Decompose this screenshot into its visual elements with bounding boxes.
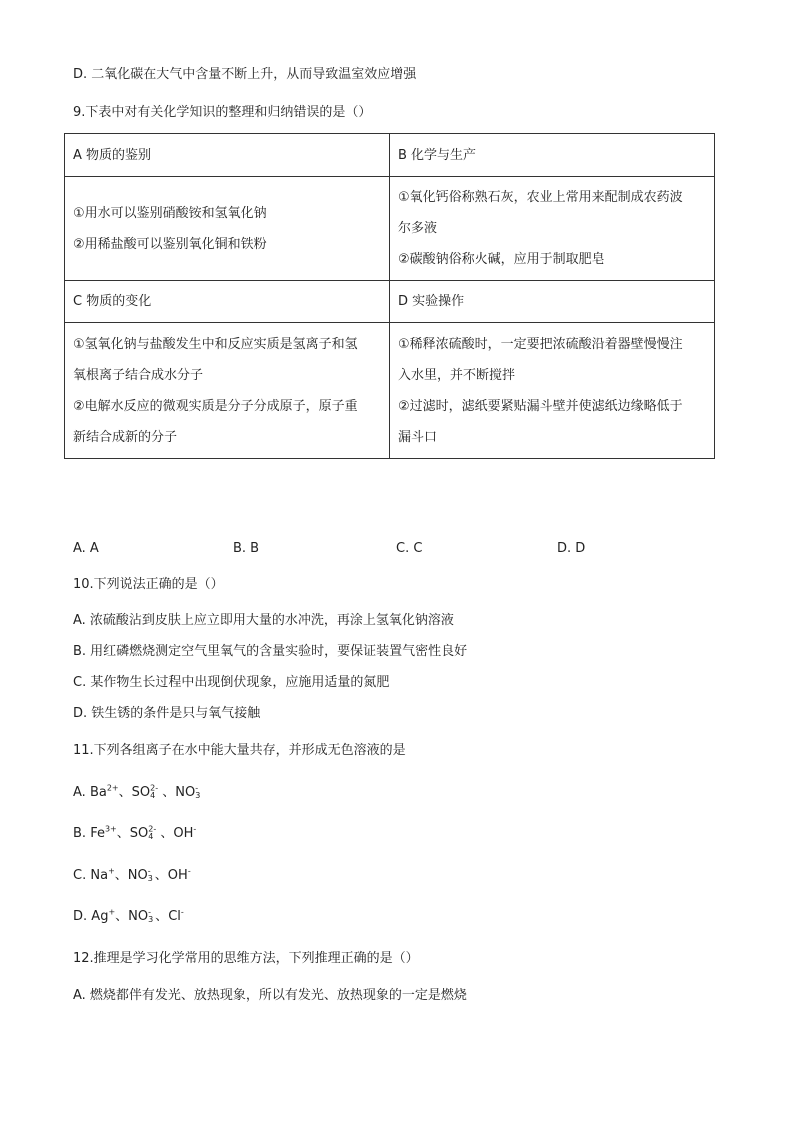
q8-option-d: D. 二氧化碳在大气中含量不断上升，从而导致温室效应增强 <box>73 67 417 82</box>
q10-option-a: A. 浓硫酸沾到皮肤上应立即用大量的水冲洗，再涂上氢氧化钠溶液 <box>73 613 454 628</box>
cell-d-body <box>390 323 715 459</box>
cell-b-line: 尔多液 <box>398 221 438 236</box>
cell-c-line: 氧根离子结合成水分子 <box>73 367 204 383</box>
q11-option-d: D. Ag+、NO- 3 、Cl- <box>73 907 184 924</box>
q9-stem: 9.下表中对有关化学知识的整理和归纳错误的是（） <box>73 105 372 120</box>
cell-b-head: B 化学与生产 <box>390 134 715 177</box>
q12-stem: 12.推理是学习化学常用的思维方法，下列推理正确的是（） <box>73 951 419 966</box>
q9-option-d: D. D <box>557 541 586 556</box>
q10-option-d: D. 铁生锈的条件是只与氧气接触 <box>73 706 261 721</box>
cell-d-line: 入水里，并不断搅拌 <box>398 367 516 383</box>
q12-option-a: A. 燃烧都伴有发光、放热现象，所以有发光、放热现象的一定是燃烧 <box>73 988 467 1003</box>
cell-a-line: ②用稀盐酸可以鉴别氧化铜和铁粉 <box>73 236 267 252</box>
cell-b-line: ②碳酸钠俗称火碱，应用于制取肥皂 <box>398 252 605 267</box>
q10-stem: 10.下列说法正确的是（） <box>73 577 224 592</box>
cell-c-head: C 物质的变化 <box>65 281 390 323</box>
cell-b-body <box>390 177 715 281</box>
cell-d-line: ①稀释浓硫酸时，一定要把浓硫酸沿着器壁慢慢注 <box>398 336 683 352</box>
cell-a-body <box>65 177 390 281</box>
q9-option-a: A. A <box>73 541 99 556</box>
q11-stem: 11.下列各组离子在水中能大量共存，并形成无色溶液的是 <box>73 743 406 758</box>
q10-option-c: C. 某作物生长过程中出现倒伏现象，应施用适量的氮肥 <box>73 675 390 690</box>
cell-d-line: 漏斗口 <box>398 429 438 445</box>
q9-option-c: C. C <box>396 541 423 556</box>
cell-c-line: ②电解水反应的微观实质是分子分成原子，原子重 <box>73 398 358 414</box>
cell-c-body <box>65 323 390 459</box>
q10-option-b: B. 用红磷燃烧测定空气里氧气的含量实验时，要保证装置气密性良好 <box>73 644 468 659</box>
cell-a-line: ①用水可以鉴别硝酸铵和氢氧化钠 <box>73 205 267 221</box>
cell-d-line: ②过滤时，滤纸要紧贴漏斗壁并使滤纸边缘略低于 <box>398 398 683 414</box>
q11-option-c: C. Na+、NO- 3 、OH- <box>73 866 191 883</box>
q9-option-b: B. B <box>233 541 260 556</box>
cell-c-line: ①氢氧化钠与盐酸发生中和反应实质是氢离子和氢 <box>73 336 358 352</box>
q9-table <box>64 133 715 459</box>
cell-c-line: 新结合成新的分子 <box>73 429 178 445</box>
q11-option-a: A. $Ba^{2+}$、$SO^{2-}$ 4 、NO- 3 <box>73 783 201 800</box>
cell-a-head: A 物质的鉴别 <box>65 134 390 177</box>
cell-b-line: ①氧化钙俗称熟石灰，农业上常用来配制成农药波 <box>398 190 683 205</box>
q11-option-b: B. $Fe^{3+}$、$SO^{2-}$ 4 、OH- <box>73 824 197 841</box>
cell-d-head: D 实验操作 <box>390 281 715 323</box>
